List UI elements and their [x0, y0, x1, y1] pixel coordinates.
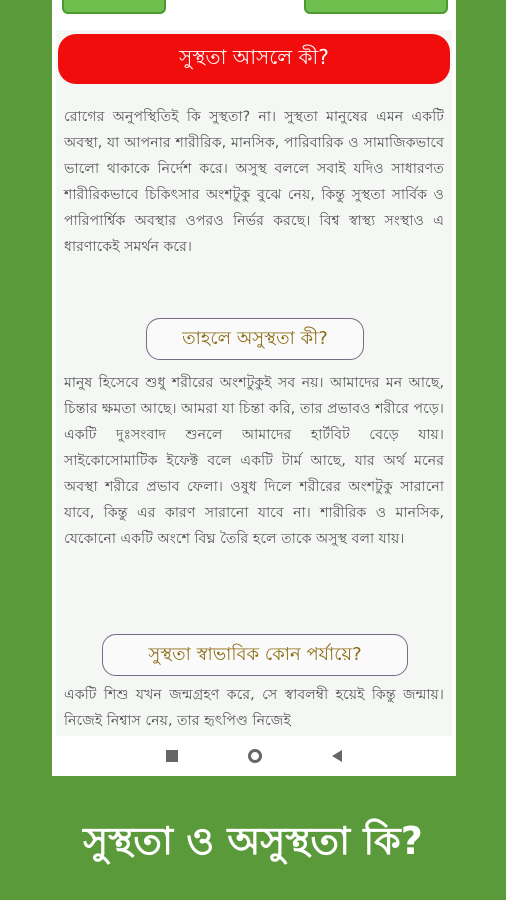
back-icon[interactable]	[332, 750, 342, 762]
section1-paragraph: রোগের অনুপস্থিতিই কি সুস্থতা? না। সুস্থতা মানুষের এমন একটি অবস্থা, যা আপনার শারীরিক, মানসিক, পারিবারিক ও সামাজিকভাবে ভালো থাকাকে নির্দেশ করে। অসুস্থ বললে সবাই যদিও সাধারণত শারীরিকভাবে চিকিৎসার অংশটুকু বুঝে নেয়, কিন্তু সুস্থতা সার্বিক ও পারিপার্শ্বিক অবস্থার ওপরও নির্ভর করছে। বিশ্ব স্বাস্থ্য সংস্থাও এ ধারণাকেই সমর্থন করে।	[64, 109, 444, 255]
article-content	[56, 30, 452, 736]
section-title-banner: সুস্থতা আসলে কী?	[58, 34, 450, 84]
home-icon[interactable]	[248, 749, 262, 763]
section2-paragraph: মানুষ হিসেবে শুধু শরীরের অংশটুকুই সব নয়। আমাদের মন আছে, চিন্তার ক্ষমতা আছে। আমরা যা চিন্তা করি, তার প্রভাবও শরীরে পড়ে। একটি দুঃসংবাদ শুনলে আমাদের হার্টবিট বেড়ে যায়। সাইকোসোমাটিক ইফেক্ট বলে একটি টার্ম আছে, যার অর্থ মনের অবস্থা শরীরে প্রভাব ফেলা। ওষুধ দিলে শরীরের অংশটুকু সারানো যাবে, কিন্তু এর কারণ সারানো যাবে না। শারীরিক ও মানসিক, যেকোনো একটি অংশে বিঘ্ন তৈরি হলে তাকে অসুস্থ বলা যায়।	[64, 375, 444, 547]
top-right-button[interactable]	[304, 0, 448, 14]
recents-icon[interactable]	[166, 750, 178, 762]
section3-heading: সুস্থতা স্বাভাবিক কোন পর্যায়ে?	[102, 634, 408, 676]
promo-caption: সুস্থতা ও অসুস্থতা কি?	[83, 819, 423, 863]
phone-screen	[52, 0, 456, 776]
section3-paragraph: একটি শিশু যখন জন্মগ্রহণ করে, সে স্বাবলম্বী হয়েই কিন্তু জন্মায়। নিজেই নিশ্বাস নেয়, তার হৃৎপিণ্ড নিজেই	[64, 687, 444, 729]
section2-heading: তাহলে অসুস্থতা কী?	[146, 318, 364, 360]
android-nav-bar	[52, 736, 456, 776]
top-left-button[interactable]	[62, 0, 166, 14]
